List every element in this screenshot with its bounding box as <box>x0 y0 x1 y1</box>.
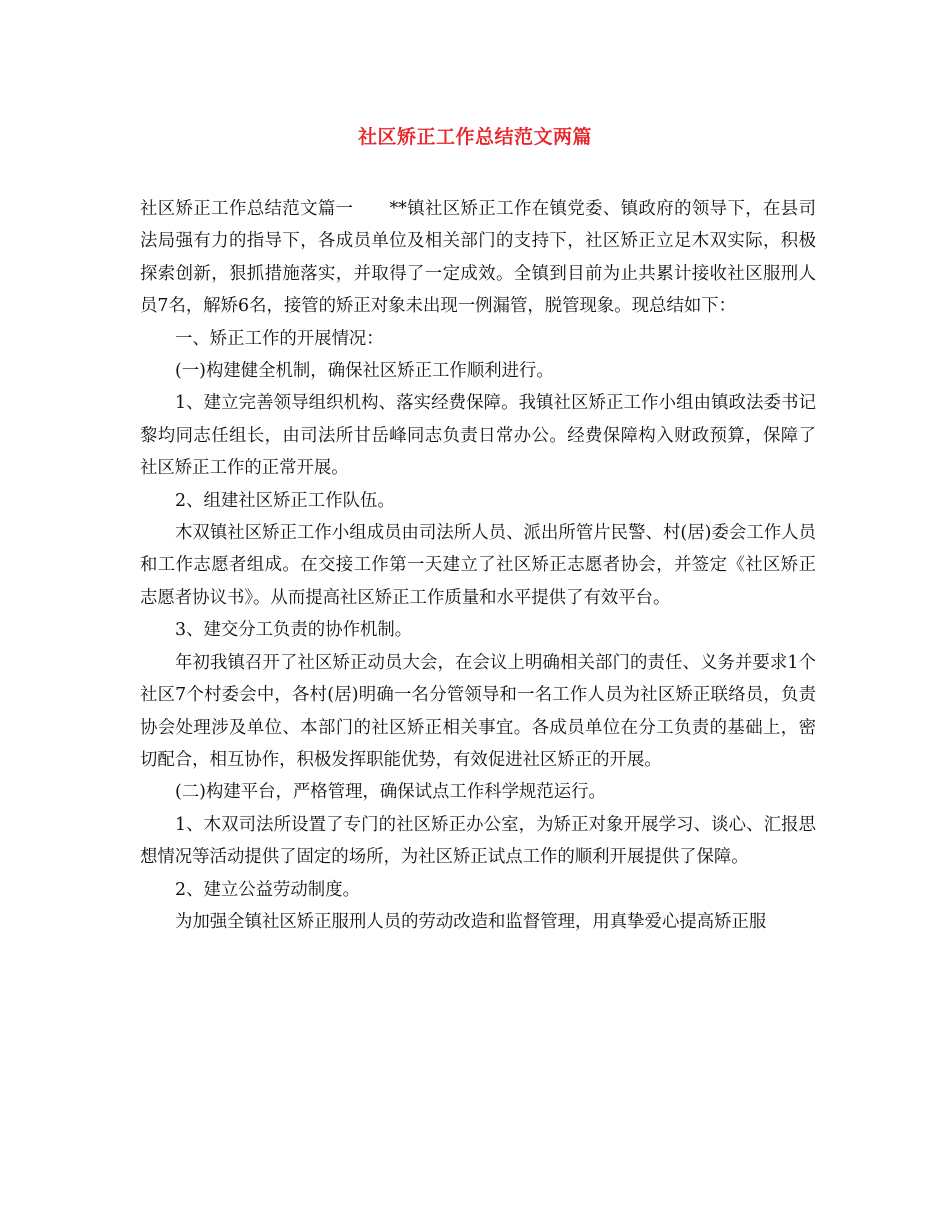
paragraph-labor-heading: 2、建立公益劳动制度。 <box>175 879 360 900</box>
document-title: 社区矫正工作总结范文两篇 <box>357 126 592 148</box>
intro-text: **镇社区矫正工作在镇党委、镇政府的领导下，在县司法局强有力的指导下，各成员单位及相关部门的支持下，社区矫正立足木双实际，积极探索创新，狠抓措施落实，并取得了一定成效。全镇到目前为止共累计接收社区服刑人员7名，解矫6名，接管的矫正对象未出现一例漏管，脱管现象。现总结如下： <box>140 199 816 317</box>
paragraph-item-3: 3、建交分工负责的协作机制。 <box>175 620 413 641</box>
intro-paragraph <box>140 193 816 323</box>
section-heading-1: 一、矫正工作的开展情况： <box>175 328 384 349</box>
paragraph-office: 1、木双司法所设置了专门的社区矫正办公室，为矫正对象开展学习、谈心、汇报思想情况等活动提供了固定的场所，为社区矫正试点工作的顺利开展提供了保障。 <box>140 814 816 868</box>
subsection-heading-2: (二)构建平台，严格管理，确保试点工作科学规范运行。 <box>175 782 606 803</box>
paragraph-meeting: 年初我镇召开了社区矫正动员大会，在会议上明确相关部门的责任、义务并要求1个社区7个村委会中，各村(居)明确一名分管领导和一名工作人员为社区矫正联络员，负责协会处理涉及单位、本部门的社区矫正相关事宜。各成员单位在分工负责的基础上，密切配合，相互协作，积极发挥职能优势，有效促进社区矫正的开展。 <box>140 652 816 770</box>
paragraph-item-2: 2、组建社区矫正工作队伍。 <box>175 490 395 511</box>
intro-label: 社区矫正工作总结范文篇一 <box>140 199 354 219</box>
paragraph-item-1: 1、建立完善领导组织机构、落实经费保障。我镇社区矫正工作小组由镇政法委书记黎均同志任组长，由司法所甘岳峰同志负责日常办公。经费保障构入财政预算，保障了社区矫正工作的正常开展。 <box>140 393 816 479</box>
paragraph-team: 木双镇社区矫正工作小组成员由司法所人员、派出所管片民警、村(居)委会工作人员和工作志愿者组成。在交接工作第一天建立了社区矫正志愿者协会，并签定《社区矫正志愿者协议书》。从而提高社区矫正工作质量和水平提供了有效平台。 <box>140 523 816 608</box>
document-body <box>140 193 816 938</box>
subsection-heading-1: (一)构建健全机制，确保社区矫正工作顺利进行。 <box>175 361 554 382</box>
paragraph-labor: 为加强全镇社区矫正服刑人员的劳动改造和监督管理，用真挚爱心提高矫正服 <box>175 911 767 932</box>
